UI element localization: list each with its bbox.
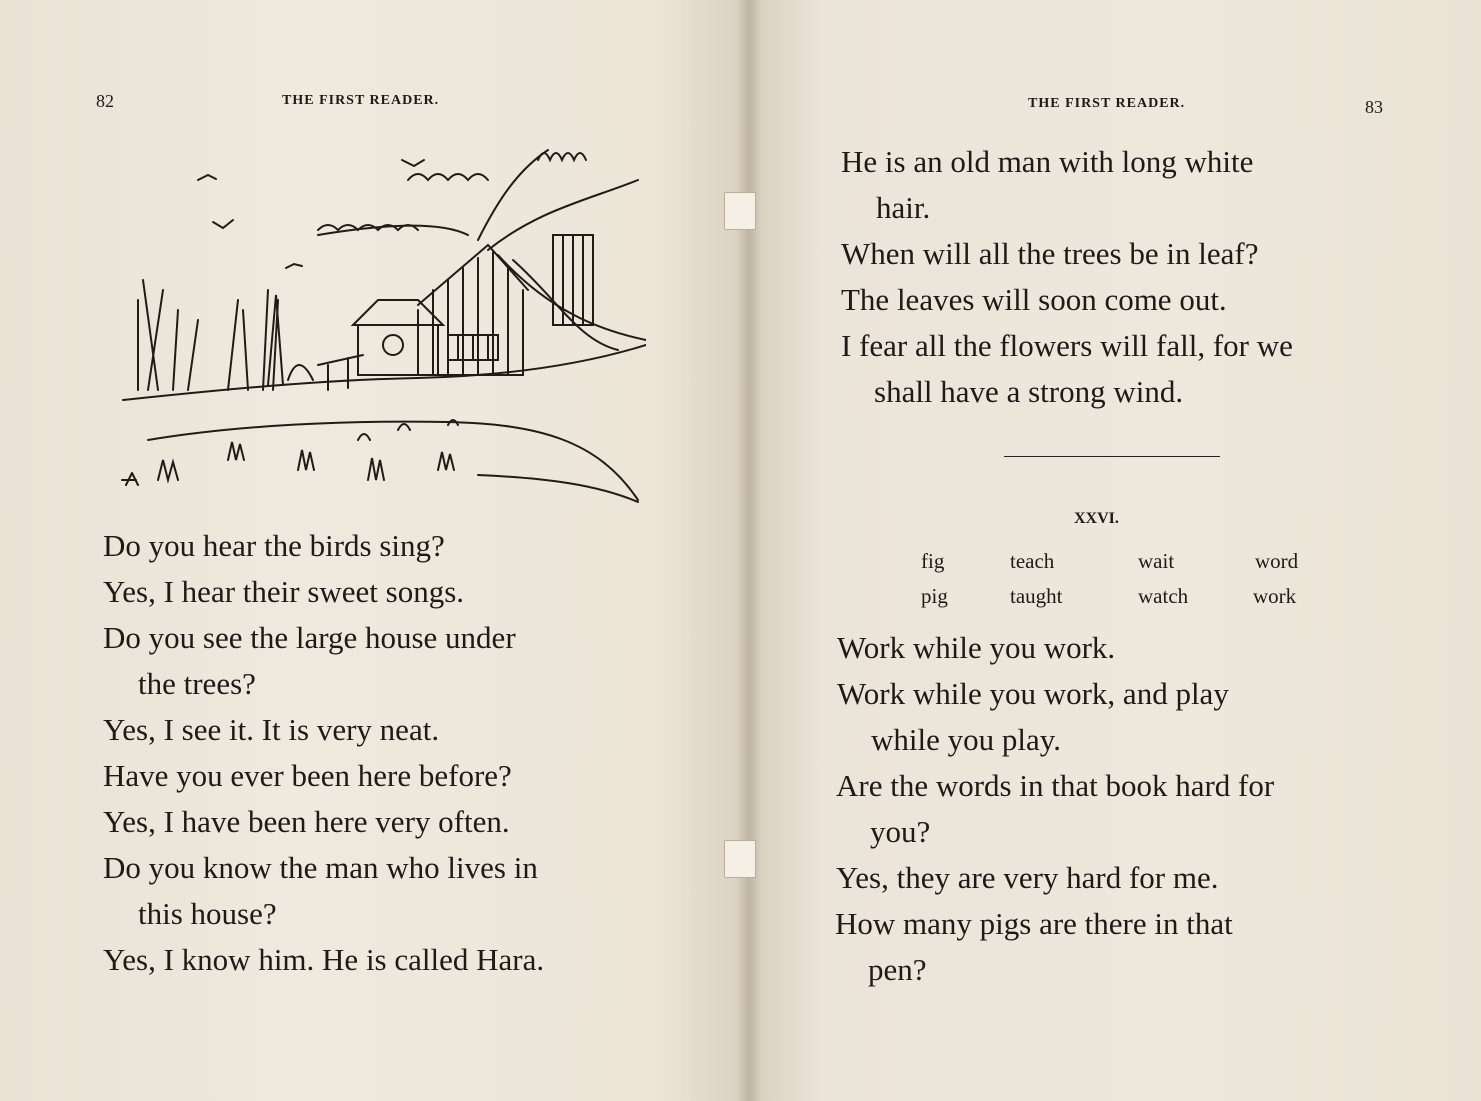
- binding-stitch: [724, 840, 756, 878]
- text-line: Are the words in that book hard for: [836, 768, 1275, 803]
- text-line: shall have a strong wind.: [874, 374, 1184, 409]
- running-head-right: THE FIRST READER.: [1028, 96, 1186, 111]
- text-line: Work while you work.: [837, 630, 1116, 665]
- house-illustration: [118, 140, 646, 520]
- text-line: Yes, they are very hard for me.: [836, 860, 1219, 895]
- text-line: He is an old man with long white: [841, 144, 1254, 179]
- text-line: hair.: [876, 190, 931, 225]
- text-line: the trees?: [138, 666, 256, 701]
- text-line: Have you ever been here before?: [103, 758, 512, 793]
- text-line: When will all the trees be in leaf?: [841, 236, 1259, 271]
- text-line: this house?: [138, 896, 277, 931]
- vocab-word: watch: [1138, 584, 1189, 608]
- lesson-number: XXVI.: [1074, 510, 1119, 527]
- text-line: while you play.: [871, 722, 1061, 757]
- text-line: Yes, I hear their sweet songs.: [103, 574, 465, 609]
- text-line: Do you hear the birds sing?: [103, 528, 445, 563]
- section-divider: [1004, 456, 1220, 457]
- running-head-left: THE FIRST READER.: [282, 93, 440, 108]
- text-line: Do you know the man who lives in: [103, 850, 538, 885]
- text-line: you?: [870, 814, 931, 849]
- text-line: Yes, I see it. It is very neat.: [103, 712, 440, 747]
- book-gutter: [736, 0, 762, 1101]
- text-line: The leaves will soon come out.: [841, 282, 1227, 317]
- text-line: How many pigs are there in that: [835, 906, 1233, 941]
- text-line: Do you see the large house under: [103, 620, 516, 655]
- vocab-word: pig: [921, 584, 948, 608]
- vocab-word: teach: [1010, 549, 1055, 573]
- right-page: [748, 0, 1481, 1101]
- text-line: I fear all the flowers will fall, for we: [841, 328, 1293, 363]
- text-line: Yes, I have been here very often.: [103, 804, 510, 839]
- vocab-word: wait: [1138, 549, 1175, 573]
- vocab-word: fig: [921, 549, 945, 573]
- text-line: Work while you work, and play: [837, 676, 1229, 711]
- text-line: Yes, I know him. He is called Hara.: [103, 942, 545, 977]
- vocab-word: taught: [1010, 584, 1063, 608]
- text-line: pen?: [868, 952, 927, 987]
- vocab-word: work: [1253, 584, 1297, 608]
- vocab-word: word: [1255, 549, 1299, 573]
- page-number-right: 83: [1365, 97, 1383, 117]
- binding-stitch: [724, 192, 756, 230]
- page-number-left: 82: [96, 91, 114, 111]
